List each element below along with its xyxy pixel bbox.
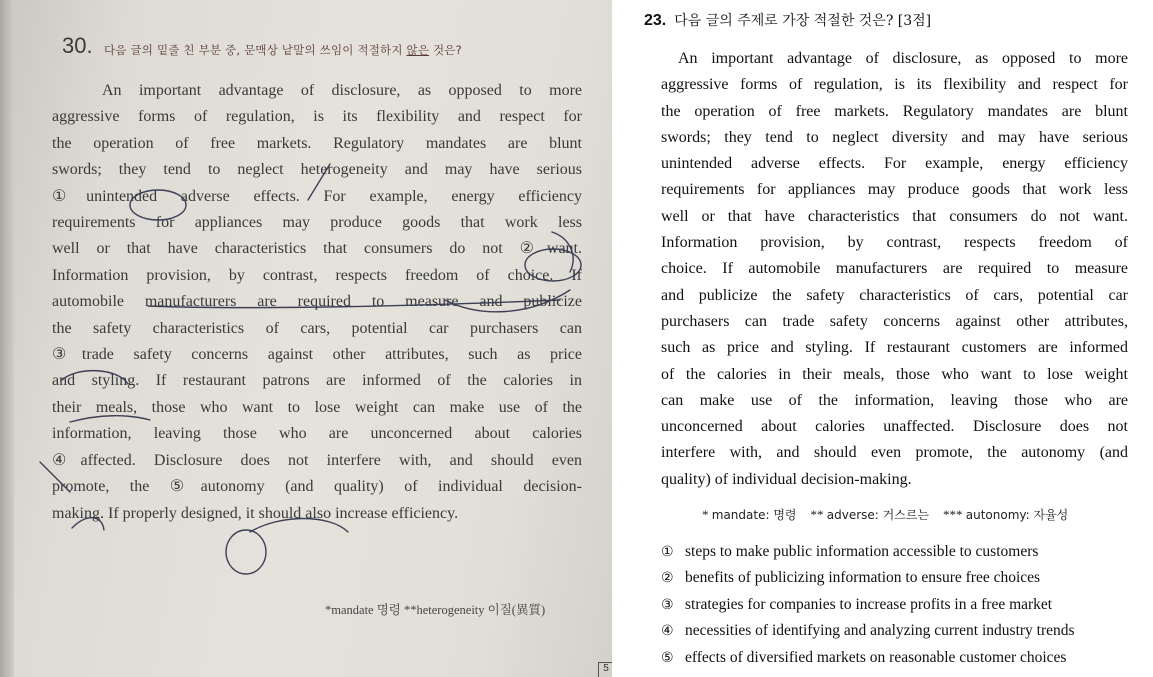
left-passage xyxy=(52,78,582,527)
left-prompt-underlined: 않은 xyxy=(406,43,430,57)
option-text: benefits of publicizing information to ensure free choices xyxy=(685,569,1041,587)
left-prompt-pre: 다음 글의 밑줄 친 부분 중, 문맥상 낱말의 쓰임이 적절하지 xyxy=(104,43,407,57)
passage-line: An important advantage of disclosure, as opposed to more xyxy=(678,50,1128,67)
answer-option-2[interactable] xyxy=(661,565,1075,591)
passage-line: purchasers can trade safety concerns against other attributes, xyxy=(661,312,1128,330)
passage-line: An important advantage of disclosure, as opposed to more xyxy=(102,82,582,99)
page-number-tab: 5 xyxy=(598,662,612,677)
passage-line: their meals, those who want to lose weight can make use of the xyxy=(52,398,582,416)
option-marker: ⑤ xyxy=(661,649,674,666)
option-marker: ② xyxy=(661,570,674,587)
answer-option-1[interactable] xyxy=(661,539,1075,565)
note-marker: * xyxy=(702,507,709,522)
passage-line: requirements for appliances may produce goods that work less xyxy=(661,181,1128,199)
passage-line: the operation of free markets. Regulatory mandates are blunt xyxy=(52,134,582,152)
left-prompt-post: 것은? xyxy=(429,43,462,57)
left-footnote: *mandate 명령 **heterogeneity 이질(異質) xyxy=(325,603,546,617)
passage-line: aggressive forms of regulation, is its flexibility and respect for xyxy=(52,108,582,126)
note-marker: *** xyxy=(943,507,963,522)
passage-line: and publicize the safety characteristics of cars, potential car xyxy=(661,286,1128,304)
passage-line: Information provision, by contrast, respects freedom of choice. If xyxy=(52,266,582,284)
right-question-header xyxy=(644,10,931,30)
right-question-panel xyxy=(612,0,1153,677)
passage-line: such as price and styling. If restaurant customers are informed xyxy=(661,339,1128,357)
option-text: effects of diversified markets on reasonable customer choices xyxy=(685,648,1067,666)
page-gutter-shadow xyxy=(0,0,14,677)
passage-line: unconcerned about calories unaffected. Disclosure does not xyxy=(661,418,1128,436)
answer-option-5[interactable] xyxy=(661,645,1075,671)
option-text: strategies for companies to increase profits in a free market xyxy=(685,595,1053,613)
passage-line: interfere with, and should even promote, the autonomy (and xyxy=(661,444,1128,462)
note-marker: ** xyxy=(810,507,824,522)
passage-line: and styling. If restaurant patrons are informed of the calories in xyxy=(52,372,582,390)
answer-options xyxy=(661,539,1075,671)
passage-line: information, leaving those who are unconcerned about calories xyxy=(52,425,582,443)
note-adverse: adverse: 거스르는 xyxy=(826,508,929,522)
passage-line: quality) of individual decision-making. xyxy=(661,470,912,488)
note-autonomy: autonomy: 자율성 xyxy=(965,508,1069,522)
passage-line: unintended adverse effects. For example, energy efficiency xyxy=(661,155,1128,173)
answer-option-4[interactable] xyxy=(661,618,1075,644)
option-marker: ① xyxy=(661,544,674,560)
pen-circle-autonomy xyxy=(226,530,266,574)
passage-line: requirements for appliances may produce goods that work less xyxy=(52,214,582,232)
right-vocab-notes xyxy=(702,506,1068,523)
left-question-prompt xyxy=(104,42,462,58)
passage-line: choice. If automobile manufacturers are required to measure xyxy=(661,260,1128,278)
option-text: steps to make public information accessible to customers xyxy=(685,543,1039,560)
passage-line: automobile manufacturers are required to measure and publicize xyxy=(52,293,582,311)
passage-line: the operation of free markets. Regulatory mandates are blunt xyxy=(661,102,1128,120)
option-marker: ④ xyxy=(661,623,674,640)
option-text: necessities of identifying and analyzing current industry trends xyxy=(685,622,1075,640)
passage-line: ①unintended adverse effects. For example, energy efficiency xyxy=(52,187,582,205)
passage-line: well or that have characteristics that consumers do not want. xyxy=(661,207,1128,225)
passage-line: promote, the ⑤autonomy (and quality) of individual decision- xyxy=(52,478,582,496)
passage-line: ③trade safety concerns against other attributes, such as price xyxy=(52,346,582,364)
note-mandate: mandate: 명령 xyxy=(711,508,797,522)
left-question-number: 30. xyxy=(62,33,93,58)
option-marker: ③ xyxy=(661,596,674,613)
passage-line: Information provision, by contrast, respects freedom of xyxy=(661,234,1128,252)
right-question-number: 23. xyxy=(644,12,667,29)
passage-line: making. If properly designed, it should also increase efficiency. xyxy=(52,504,459,522)
right-question-prompt: 다음 글의 주제로 가장 적절한 것은? [3점] xyxy=(674,13,932,29)
answer-option-3[interactable] xyxy=(661,592,1075,618)
passage-line: of the calories in their meals, those who want to lose weight xyxy=(661,365,1128,383)
right-passage xyxy=(661,46,1128,493)
passage-line: swords; they tend to neglect diversity and may have serious xyxy=(661,128,1128,146)
passage-line: well or that have characteristics that consumers do not ②want. xyxy=(52,240,582,258)
passage-line: ④affected. Disclosure does not interfere with, and should even xyxy=(52,451,582,469)
passage-line: swords; they tend to neglect heterogeneity and may have serious xyxy=(52,161,582,179)
passage-line: the safety characteristics of cars, potential car purchasers can xyxy=(52,319,582,337)
passage-line: aggressive forms of regulation, is its flexibility and respect for xyxy=(661,76,1128,94)
passage-line: can make use of the information, leaving those who are xyxy=(661,391,1128,409)
